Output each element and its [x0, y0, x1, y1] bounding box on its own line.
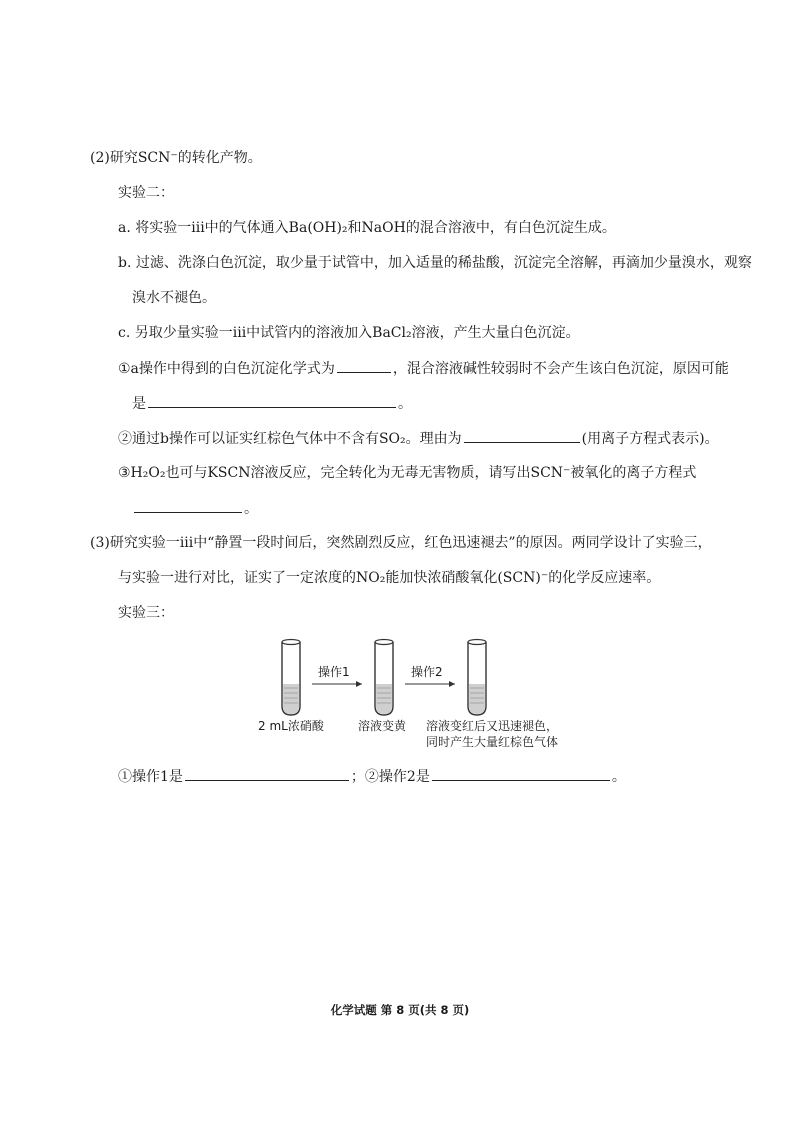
question-3-line1: ③H₂O₂也可与KSCN溶液反应，完全转化为无毒无害物质，请写出SCN⁻被氧化的离子方程式	[118, 465, 697, 481]
arrow-1-label: 操作1	[318, 665, 350, 679]
answer-blank-q2[interactable]	[464, 428, 580, 443]
answer-blank-q3[interactable]	[134, 498, 242, 513]
q2-text-a: ②通过b操作可以证实红棕色气体中不含有SO₂。理由为	[118, 431, 462, 447]
question-1-line1	[118, 358, 729, 379]
page-footer: 化学试题 第 8 页(共 8 页)	[330, 1003, 470, 1017]
arrow-2-label: 操作2	[411, 665, 443, 679]
experiment-3-answers	[118, 766, 626, 787]
q1-text-b: ，混合溶液碱性较弱时不会产生该白色沉淀，原因可能	[392, 361, 729, 377]
step-a: a. 将实验一iii中的气体通入Ba(OH)₂和NaOH的混合溶液中，有白色沉淀生成。	[118, 220, 616, 236]
part3-line2: 与实验一进行对比，证实了一定浓度的NO₂能加快浓硝酸氧化(SCN)⁻的化学反应速率。	[118, 570, 661, 586]
arrow-2	[405, 681, 455, 687]
tube-1-caption: 2 mL浓硝酸	[258, 719, 324, 733]
question-2	[118, 428, 719, 449]
answer-blank-q1a[interactable]	[337, 358, 391, 373]
answer-blank-q1b[interactable]	[148, 393, 396, 408]
exp3-title: 实验三：	[118, 605, 174, 621]
answer-blank-op1[interactable]	[185, 766, 349, 781]
part2-heading: (2)研究SCN⁻的转化产物。	[90, 150, 262, 166]
answer-label-op2: ；②操作2是	[350, 769, 430, 785]
q2-text-b: (用离子方程式表示)。	[581, 431, 719, 447]
answer-blank-op2[interactable]	[432, 766, 610, 781]
test-tube-1	[282, 640, 300, 716]
step-b-line2: 溴水不褪色。	[132, 290, 216, 306]
tube-2-caption: 溶液变黄	[358, 719, 407, 733]
arrow-1	[312, 681, 362, 687]
question-3-line2	[132, 498, 258, 519]
answer-label-op1: ①操作1是	[118, 769, 183, 785]
tube-3-caption-line2: 同时产生大量红棕色气体	[426, 735, 559, 749]
tube-3-caption-line1: 溶液变红后又迅速褪色，	[426, 719, 559, 733]
experiment-3-figure	[250, 630, 610, 750]
exp2-title: 实验二：	[118, 185, 174, 201]
q1-line2-end: 。	[398, 396, 412, 412]
step-b-line1: b. 过滤、洗涤白色沉淀，取少量于试管中，加入适量的稀盐酸，沉淀完全溶解，再滴加少量溴水，观察	[118, 255, 752, 271]
question-1-line2	[132, 393, 412, 414]
test-tube-2	[375, 640, 393, 716]
part3-line1: (3)研究实验一iii中“静置一段时间后，突然剧烈反应，红色迅速褪去”的原因。两同学设计了实验三，	[90, 535, 712, 551]
step-c: c. 另取少量实验一iii中试管内的溶液加入BaCl₂溶液，产生大量白色沉淀。	[118, 325, 580, 341]
q1-line2-start: 是	[132, 396, 146, 412]
test-tube-3	[468, 640, 486, 716]
q3-line2-end: 。	[244, 501, 258, 517]
answer-end: 。	[611, 769, 626, 785]
q1-text-a: ①a操作中得到的白色沉淀化学式为	[118, 361, 335, 377]
